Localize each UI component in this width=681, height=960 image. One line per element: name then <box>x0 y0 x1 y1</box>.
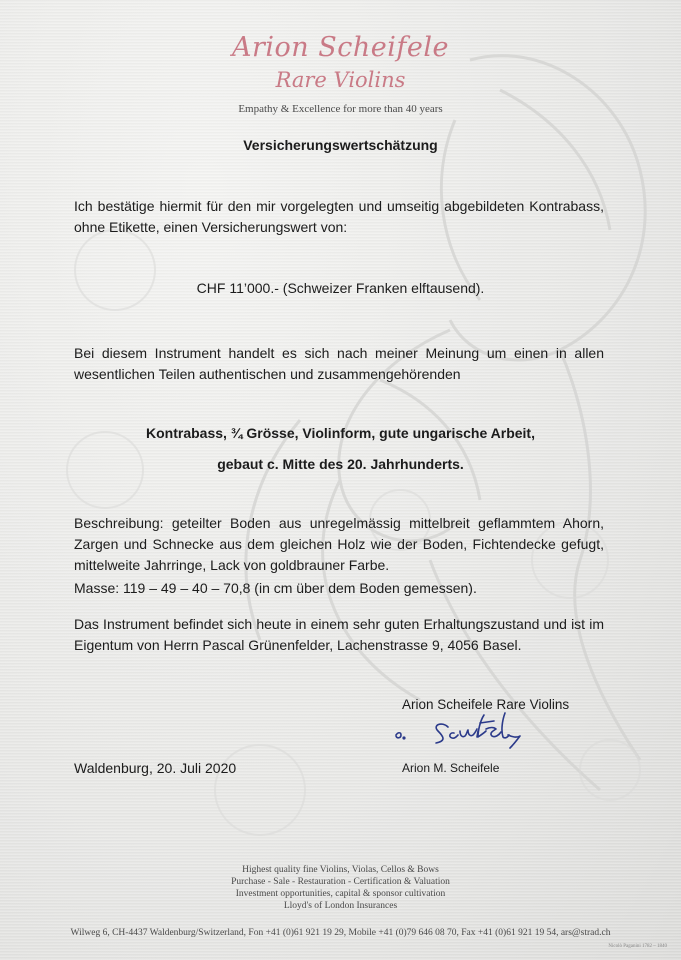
letterhead-tagline: Empathy & Excellence for more than 40 years <box>238 103 443 115</box>
statement-paragraph: Bei diesem Instrument handelt es sich nach meiner Meinung um einen in allen wesentlichen Teilen authentischen und zusammengehörenden <box>74 345 604 382</box>
document-title: Versicherungswertschätzung <box>243 137 438 153</box>
measurements-line: Masse: 119 – 49 – 40 – 70,8 (in cm über dem Boden gemessen). <box>74 580 477 596</box>
footer-line-1: Highest quality fine Violins, Violas, Cellos & Bows <box>242 865 439 875</box>
instrument-line-1: Kontrabass, ¾ Grösse, Violinform, gute ungarische Arbeit, <box>146 425 535 441</box>
insurance-value: CHF 11’000.- (Schweizer Franken elftausend). <box>196 280 485 296</box>
signature-company: Arion Scheifele Rare Violins <box>402 697 570 712</box>
watermark-credit: Nicolò Paganini 1782 – 1840 <box>608 944 667 949</box>
footer-line-2: Purchase - Sale - Restauration - Certification & Valuation <box>231 877 450 887</box>
place-date: Waldenburg, 20. Juli 2020 <box>74 760 237 776</box>
footer-line-4: Lloyd's of London Insurances <box>283 901 398 911</box>
condition-paragraph: Das Instrument befindet sich heute in einem sehr guten Erhaltungszustand und ist im Eigentum von Herrn Pascal Grünenfelder, Lachenstrasse 9, 4056 Basel. <box>74 616 604 653</box>
letterhead-name: Arion Scheifele <box>232 32 449 63</box>
letterhead-subtitle: Rare Violins <box>275 68 406 92</box>
instrument-line-2: gebaut c. Mitte des 20. Jahrhunderts. <box>217 456 464 472</box>
handwritten-signature <box>388 707 578 753</box>
signer-name: Arion M. Scheifele <box>402 761 500 775</box>
description-paragraph: Beschreibung: geteilter Boden aus unregelmässig mittelbreit geflammtem Ahorn, Zargen und Schnecke aus dem gleichen Holz wie der Boden, Fichtendecke gefugt, mittelweite Jahrringe, Lack von goldbrauner Farbe. <box>74 515 604 573</box>
footer-line-3: Investment opportunities, capital & sponsor cultivation <box>235 889 446 899</box>
intro-paragraph: Ich bestätige hiermit für den mir vorgelegten und umseitig abgebildeten Kontrabass, ohne Etikette, einen Versicherungswert von: <box>74 198 604 235</box>
footer-address: Wilweg 6, CH-4437 Waldenburg/Switzerland, Fon +41 (0)61 921 19 29, Mobile +41 (0)79 646 08 70, Fax +41 (0)61 921 19 54, ars@strad.ch <box>70 928 611 938</box>
